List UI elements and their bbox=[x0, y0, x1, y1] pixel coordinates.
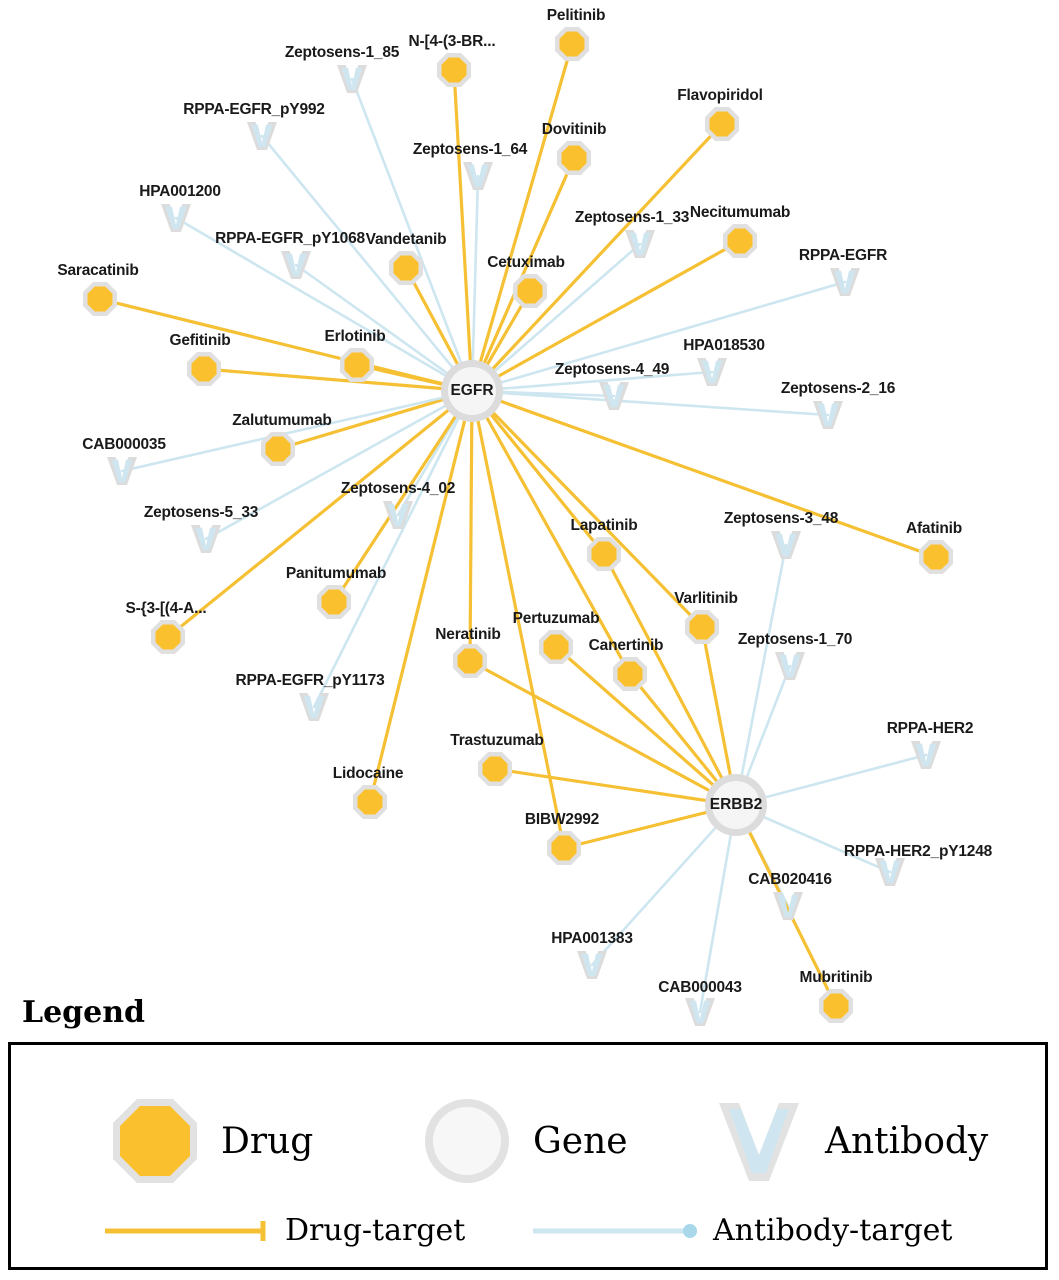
antibody-label: RPPA-EGFR_pY1068 bbox=[215, 230, 365, 247]
antibody-label: Zeptosens-1_33 bbox=[574, 209, 690, 226]
legend-drug-edge-label: Drug-target bbox=[285, 1213, 466, 1248]
drug-label: Varlitinib bbox=[674, 590, 738, 607]
legend-item-drug bbox=[107, 1093, 313, 1189]
antibody-label: Zeptosens-3_48 bbox=[723, 510, 839, 527]
drug-node[interactable] bbox=[539, 630, 573, 664]
antibody-node[interactable] bbox=[247, 122, 277, 150]
drug-node[interactable] bbox=[478, 752, 512, 786]
drug-node[interactable] bbox=[187, 352, 221, 386]
drug-node[interactable] bbox=[685, 610, 719, 644]
antibody-node[interactable] bbox=[161, 204, 191, 232]
drug-node[interactable] bbox=[555, 27, 589, 61]
drug-label: Mubritinib bbox=[799, 969, 873, 986]
legend-item-drug-edge bbox=[103, 1213, 465, 1248]
drug-label: Erlotinib bbox=[324, 328, 386, 345]
antibody-node[interactable] bbox=[107, 457, 137, 485]
drug-label: Lidocaine bbox=[332, 765, 404, 782]
antibody-label: Zeptosens-5_33 bbox=[143, 504, 259, 521]
antibody-node[interactable] bbox=[599, 382, 629, 410]
drug-label: Vandetanib bbox=[365, 231, 447, 248]
drug-node[interactable] bbox=[613, 657, 647, 691]
antibody-node[interactable] bbox=[383, 501, 413, 529]
drug-label: Necitumumab bbox=[689, 204, 791, 221]
antibody-label: Zeptosens-4_02 bbox=[340, 480, 456, 497]
legend-item-antibody bbox=[711, 1093, 988, 1189]
antibody-node[interactable] bbox=[463, 162, 493, 190]
drug-node[interactable] bbox=[819, 989, 853, 1023]
legend-item-antibody-edge bbox=[531, 1213, 953, 1248]
drug-label: Canertinib bbox=[588, 637, 664, 654]
antibody-node[interactable] bbox=[697, 358, 727, 386]
drug-label: Panitumumab bbox=[285, 565, 387, 582]
legend-antibody-edge-label: Antibody-target bbox=[713, 1213, 953, 1248]
antibody-node[interactable] bbox=[773, 892, 803, 920]
antibody-node[interactable] bbox=[281, 251, 311, 279]
drug-label: Gefitinib bbox=[169, 332, 231, 349]
drug-node[interactable] bbox=[587, 537, 621, 571]
antibody-label: HPA001200 bbox=[139, 183, 221, 200]
antibody-node[interactable] bbox=[299, 693, 329, 721]
antibody-label: CAB020416 bbox=[748, 871, 832, 888]
antibody-label: RPPA-HER2_pY1248 bbox=[843, 843, 993, 860]
antibody-node[interactable] bbox=[875, 858, 905, 886]
drug-node[interactable] bbox=[513, 274, 547, 308]
gene-label: EGFR bbox=[450, 382, 494, 399]
gene-label: ERBB2 bbox=[709, 796, 763, 813]
drug-node[interactable] bbox=[723, 224, 757, 258]
antibody-node[interactable] bbox=[771, 531, 801, 559]
antibody-node[interactable] bbox=[813, 401, 843, 429]
antibody-label: HPA018530 bbox=[683, 337, 765, 354]
drug-node[interactable] bbox=[705, 107, 739, 141]
antibody-node[interactable] bbox=[337, 65, 367, 93]
drug-node[interactable] bbox=[557, 141, 591, 175]
legend-drug-label: Drug bbox=[221, 1120, 314, 1162]
antibody-node[interactable] bbox=[577, 951, 607, 979]
drug-label: Dovitinib bbox=[541, 121, 607, 138]
drug-node[interactable] bbox=[340, 348, 374, 382]
drug-label: Pelitinib bbox=[546, 7, 606, 24]
antibody-node[interactable] bbox=[685, 998, 715, 1026]
antibody-node[interactable] bbox=[911, 741, 941, 769]
antibody-node[interactable] bbox=[775, 652, 805, 680]
drug-node[interactable] bbox=[437, 53, 471, 87]
antibody-label: CAB000035 bbox=[82, 436, 166, 453]
drug-label: N-[4-(3-BR... bbox=[408, 33, 496, 50]
antibody-node[interactable] bbox=[625, 230, 655, 258]
drug-label: Lapatinib bbox=[570, 517, 638, 534]
legend-antibody-label: Antibody bbox=[825, 1120, 989, 1162]
drug-node[interactable] bbox=[919, 540, 953, 574]
antibody-label: RPPA-EGFR bbox=[798, 247, 888, 264]
antibody-label: RPPA-EGFR_pY992 bbox=[183, 101, 325, 118]
drug-node[interactable] bbox=[317, 585, 351, 619]
drug-label: Pertuzumab bbox=[512, 610, 600, 627]
drug-node[interactable] bbox=[547, 831, 581, 865]
antibody-edge-icon bbox=[531, 1218, 701, 1244]
antibody-label: RPPA-HER2 bbox=[886, 720, 974, 737]
antibody-label: Zeptosens-1_64 bbox=[412, 141, 528, 158]
octagon-icon bbox=[107, 1093, 203, 1189]
drug-label: Saracatinib bbox=[57, 262, 139, 279]
antibody-label: Zeptosens-4_49 bbox=[554, 361, 670, 378]
drug-node[interactable] bbox=[261, 432, 295, 466]
antibody-node[interactable] bbox=[191, 525, 221, 553]
antibody-label: Zeptosens-2_16 bbox=[780, 380, 896, 397]
drug-label: S-{3-[(4-A... bbox=[125, 600, 207, 617]
drug-label: Afatinib bbox=[905, 520, 963, 537]
chevron-down-icon bbox=[711, 1093, 807, 1189]
antibody-label: RPPA-EGFR_pY1173 bbox=[235, 672, 385, 689]
legend-box bbox=[8, 1042, 1048, 1270]
drug-label: BIBW2992 bbox=[524, 811, 600, 828]
drug-label: Trastuzumab bbox=[450, 732, 544, 749]
circle-icon bbox=[419, 1093, 515, 1189]
drug-node[interactable] bbox=[83, 282, 117, 316]
antibody-label: HPA001383 bbox=[551, 930, 633, 947]
drug-node[interactable] bbox=[151, 620, 185, 654]
legend-gene-label: Gene bbox=[533, 1120, 628, 1162]
legend-title: Legend bbox=[22, 995, 146, 1030]
drug-label: Zalutumumab bbox=[232, 412, 332, 429]
drug-node[interactable] bbox=[353, 785, 387, 819]
drug-edge-icon bbox=[103, 1218, 273, 1244]
drug-label: Cetuximab bbox=[487, 254, 565, 271]
antibody-label: Zeptosens-1_85 bbox=[284, 44, 400, 61]
antibody-label: CAB000043 bbox=[658, 979, 742, 996]
antibody-label: Zeptosens-1_70 bbox=[737, 631, 853, 648]
antibody-node[interactable] bbox=[830, 268, 860, 296]
legend-item-gene bbox=[419, 1093, 628, 1189]
drug-label: Flavopiridol bbox=[677, 87, 763, 104]
drug-node[interactable] bbox=[389, 251, 423, 285]
drug-node[interactable] bbox=[453, 644, 487, 678]
drug-label: Neratinib bbox=[435, 626, 501, 643]
